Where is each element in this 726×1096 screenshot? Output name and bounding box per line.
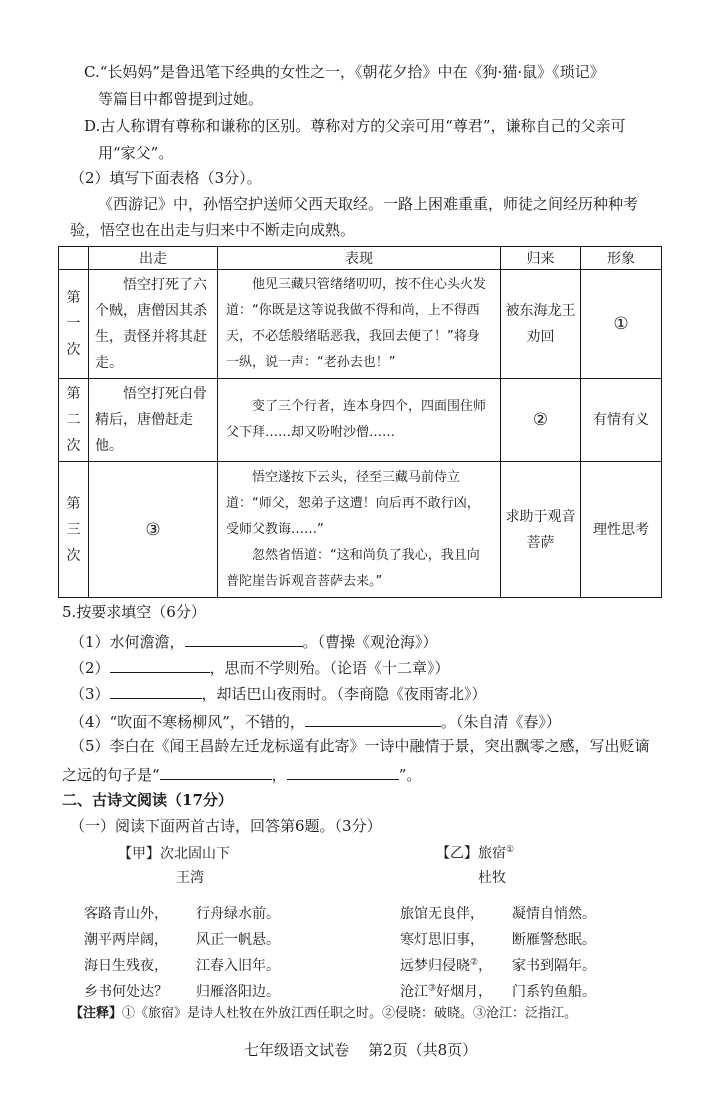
- poem-b-half: 断雁警愁眠。: [512, 932, 596, 948]
- image-cell-blank-1[interactable]: ①: [581, 270, 662, 379]
- section2-title: 二、古诗文阅读（17分）: [62, 791, 233, 809]
- ordinal-char: 次: [66, 547, 81, 564]
- footnote-marker: ②: [470, 957, 479, 968]
- q5-item2-prefix: （2）: [70, 659, 110, 677]
- performance-text: 他见三藏只管绪绪叨叨，按不住心头火发道：“你既是这等说我做不得和尚，上不得西天，不必恁般绪聒恶我，我回去便了！”将身一纵，说一声：“老孙去也！”: [226, 277, 487, 370]
- poem-b-line: [400, 981, 492, 1001]
- section2-sub1: （一）阅读下面两首古诗，回答第6题。（3分）: [70, 817, 382, 835]
- image-cell: 理性思考: [581, 462, 662, 598]
- q5-item5-line1: （5）李白在《闻王昌龄左迁龙标遥有此寄》一诗中融情于景，突出飘零之感，写出贬谪: [70, 737, 650, 755]
- option-d-line2: 用“家父”。: [98, 144, 174, 162]
- poem-b-title-text: 【乙】旅宿: [436, 845, 506, 862]
- row-ordinal: [59, 270, 89, 379]
- poem-b-line: [512, 955, 596, 975]
- poem-a-half: 行舟绿水前。: [196, 906, 280, 922]
- depart-cell: 悟空打死了六个贼，唐僧因其杀生，责怪并将其赶走。: [89, 270, 218, 379]
- poem-a-half: 归雁洛阳边。: [196, 984, 280, 1000]
- q4-2-intro-line2: 验，悟空也在出走与归来中不断走向成熟。: [70, 221, 356, 239]
- q4-2-intro-line1: 《西游记》中，孙悟空护送师父西天取经。一路上困难重重，师徒之间经历种种考: [98, 195, 639, 213]
- poem-a-half: 客路青山外，: [84, 906, 168, 922]
- q5-item1: [70, 630, 438, 652]
- notes-label: 【注释】: [70, 1006, 123, 1021]
- option-c-line2: 等篇目中都曾提到过她。: [98, 90, 264, 108]
- poem-b-half: 家书到隔年。: [512, 958, 596, 974]
- poem-b-line: [512, 981, 596, 1001]
- ordinal-char: 第: [66, 495, 81, 512]
- q4-2-label: （2）填写下面表格（3分）。: [70, 169, 262, 187]
- q5-item5-suffix: ”。: [398, 766, 422, 784]
- return-cell-blank-2[interactable]: ②: [501, 379, 581, 462]
- table-header-row: [59, 247, 662, 270]
- poem-b-line: [512, 903, 596, 923]
- return-cell: 求助于观音菩萨: [501, 462, 581, 598]
- ordinal-char: 第: [66, 290, 81, 306]
- ordinal-char: 二: [66, 412, 81, 428]
- q5-item4-suffix: 。（朱自清《春》）: [440, 713, 561, 731]
- journey-table: [58, 246, 662, 598]
- poem-a-line: [84, 981, 168, 1001]
- header-return: 归来: [501, 247, 581, 270]
- q5-item1-prefix: （1）水何澹澹，: [70, 633, 185, 651]
- poem-b-half: 好烟月，: [436, 984, 493, 1000]
- poem-b-half: 寒灯思旧事，: [400, 932, 484, 948]
- image-cell: 有情有义: [581, 379, 662, 462]
- q5-item4-prefix: （4）“吹面不寒杨柳风”，不错的，: [70, 713, 305, 731]
- performance-text: 变了三个行者，连本身四个，四面围住师父下拜……却又吩咐沙僧……: [226, 399, 487, 440]
- poem-b-punct: ，: [478, 958, 493, 974]
- poem-b-line: [400, 955, 492, 975]
- performance-cell: [218, 270, 501, 379]
- footnote-marker: ①: [506, 845, 515, 855]
- poem-b-title: [436, 840, 514, 864]
- ordinal-char: 三: [66, 521, 81, 538]
- poem-a-half: 风正一帆悬。: [196, 932, 280, 948]
- q5-item5-prefix: 之远的句子是“: [62, 766, 160, 784]
- poem-a-author: 王湾: [176, 870, 204, 886]
- performance-cell: [218, 379, 501, 462]
- q5-item2-suffix: ，思而不学则殆。（论语《十二章》）: [209, 659, 450, 677]
- q5-item3-prefix: （3）: [70, 685, 110, 703]
- q5-blank-2[interactable]: [110, 656, 210, 673]
- performance-cell: [218, 462, 501, 598]
- header-performance: 表现: [218, 247, 501, 270]
- poem-b-line: [400, 903, 484, 923]
- poem-b-half: 远梦归侵晓: [400, 958, 470, 974]
- q5-item5-separator: ，: [271, 766, 287, 784]
- table-row: [59, 379, 662, 462]
- header-image: 形象: [581, 247, 662, 270]
- q5-blank-5a[interactable]: [160, 763, 272, 780]
- poem-a-line: [196, 929, 280, 949]
- header-blank: [59, 247, 89, 270]
- performance-text: 悟空遂按下云头，径至三藏马前侍立道：“师父，恕弟子这遭！向后再不敢行凶，受师父教诲……”: [226, 469, 480, 537]
- poem-a-half: 乡书何处达？: [84, 984, 168, 1000]
- return-cell: 被东海龙王劝回: [501, 270, 581, 379]
- row-ordinal: [59, 462, 89, 598]
- ordinal-char: 第: [66, 386, 81, 402]
- ordinal-char: 一: [66, 316, 81, 332]
- poem-b-line: [512, 929, 596, 949]
- q5-blank-3[interactable]: [110, 682, 202, 699]
- depart-cell: 悟空打死白骨精后，唐僧赶走他。: [89, 379, 218, 462]
- poem-a-line: [196, 955, 280, 975]
- q5-item3: [70, 682, 487, 704]
- option-d-line1: D.古人称谓有尊称和谦称的区别。尊称对方的父亲可用“尊君”，谦称自己的父亲可: [84, 117, 626, 135]
- ordinal-char: 次: [66, 438, 81, 454]
- poem-b-half: 旅馆无良伴，: [400, 906, 484, 922]
- notes: [70, 1004, 577, 1024]
- poem-b-half: 沧江: [400, 984, 428, 1000]
- poem-b-half: 凝情自悄然。: [512, 906, 596, 922]
- q5-item2: [70, 656, 450, 678]
- row-ordinal: [59, 379, 89, 462]
- ordinal-char: 次: [66, 342, 81, 358]
- q5-label: 5.按要求填空（6分）: [62, 603, 206, 621]
- q5-blank-5b[interactable]: [287, 763, 399, 780]
- q5-item5-line2: [62, 763, 421, 785]
- poem-a-half: 潮平两岸阔，: [84, 932, 168, 948]
- poem-a-line: [84, 955, 168, 975]
- q5-blank-1[interactable]: [185, 630, 303, 647]
- poem-a-line: [196, 981, 280, 1001]
- poem-b-author: 杜牧: [478, 870, 506, 886]
- page-footer: 七年级语文试卷 第2页（共8页）: [244, 1041, 478, 1059]
- q5-blank-4[interactable]: [305, 710, 441, 727]
- poem-a-line: [196, 903, 280, 923]
- header-depart: 出走: [89, 247, 218, 270]
- performance-text: 忽然省悟道：“这和尚负了我心，我且向普陀崖告诉观音菩萨去来。”: [226, 547, 480, 589]
- q5-item3-suffix: ，却话巴山夜雨时。（李商隐《夜雨寄北》）: [201, 685, 487, 703]
- depart-cell-blank-3[interactable]: ③: [89, 462, 218, 598]
- notes-text: ①《旅宿》是诗人杜牧在外放江西任职之时。②侵晓：破晓。③沧江：泛指江。: [122, 1006, 578, 1021]
- table-row: [59, 270, 662, 379]
- q5-item4: [70, 710, 561, 732]
- poem-a-title: 【甲】次北固山下: [118, 846, 230, 862]
- poem-a-line: [84, 903, 168, 923]
- poem-a-line: [84, 929, 168, 949]
- q5-item1-suffix: 。（曹操《观沧海》）: [302, 633, 438, 651]
- poem-b-half: 门系钓鱼船。: [512, 984, 596, 1000]
- poem-a-half: 海日生残夜，: [84, 958, 168, 974]
- poem-a-half: 江春入旧年。: [196, 958, 280, 974]
- option-c-line1: C.“长妈妈”是鲁迅笔下经典的女性之一，《朝花夕拾》中在《狗·猫·鼠》《琐记》: [84, 63, 605, 81]
- table-row: [59, 462, 662, 598]
- footnote-marker: ③: [428, 983, 437, 994]
- poem-b-line: [400, 929, 484, 949]
